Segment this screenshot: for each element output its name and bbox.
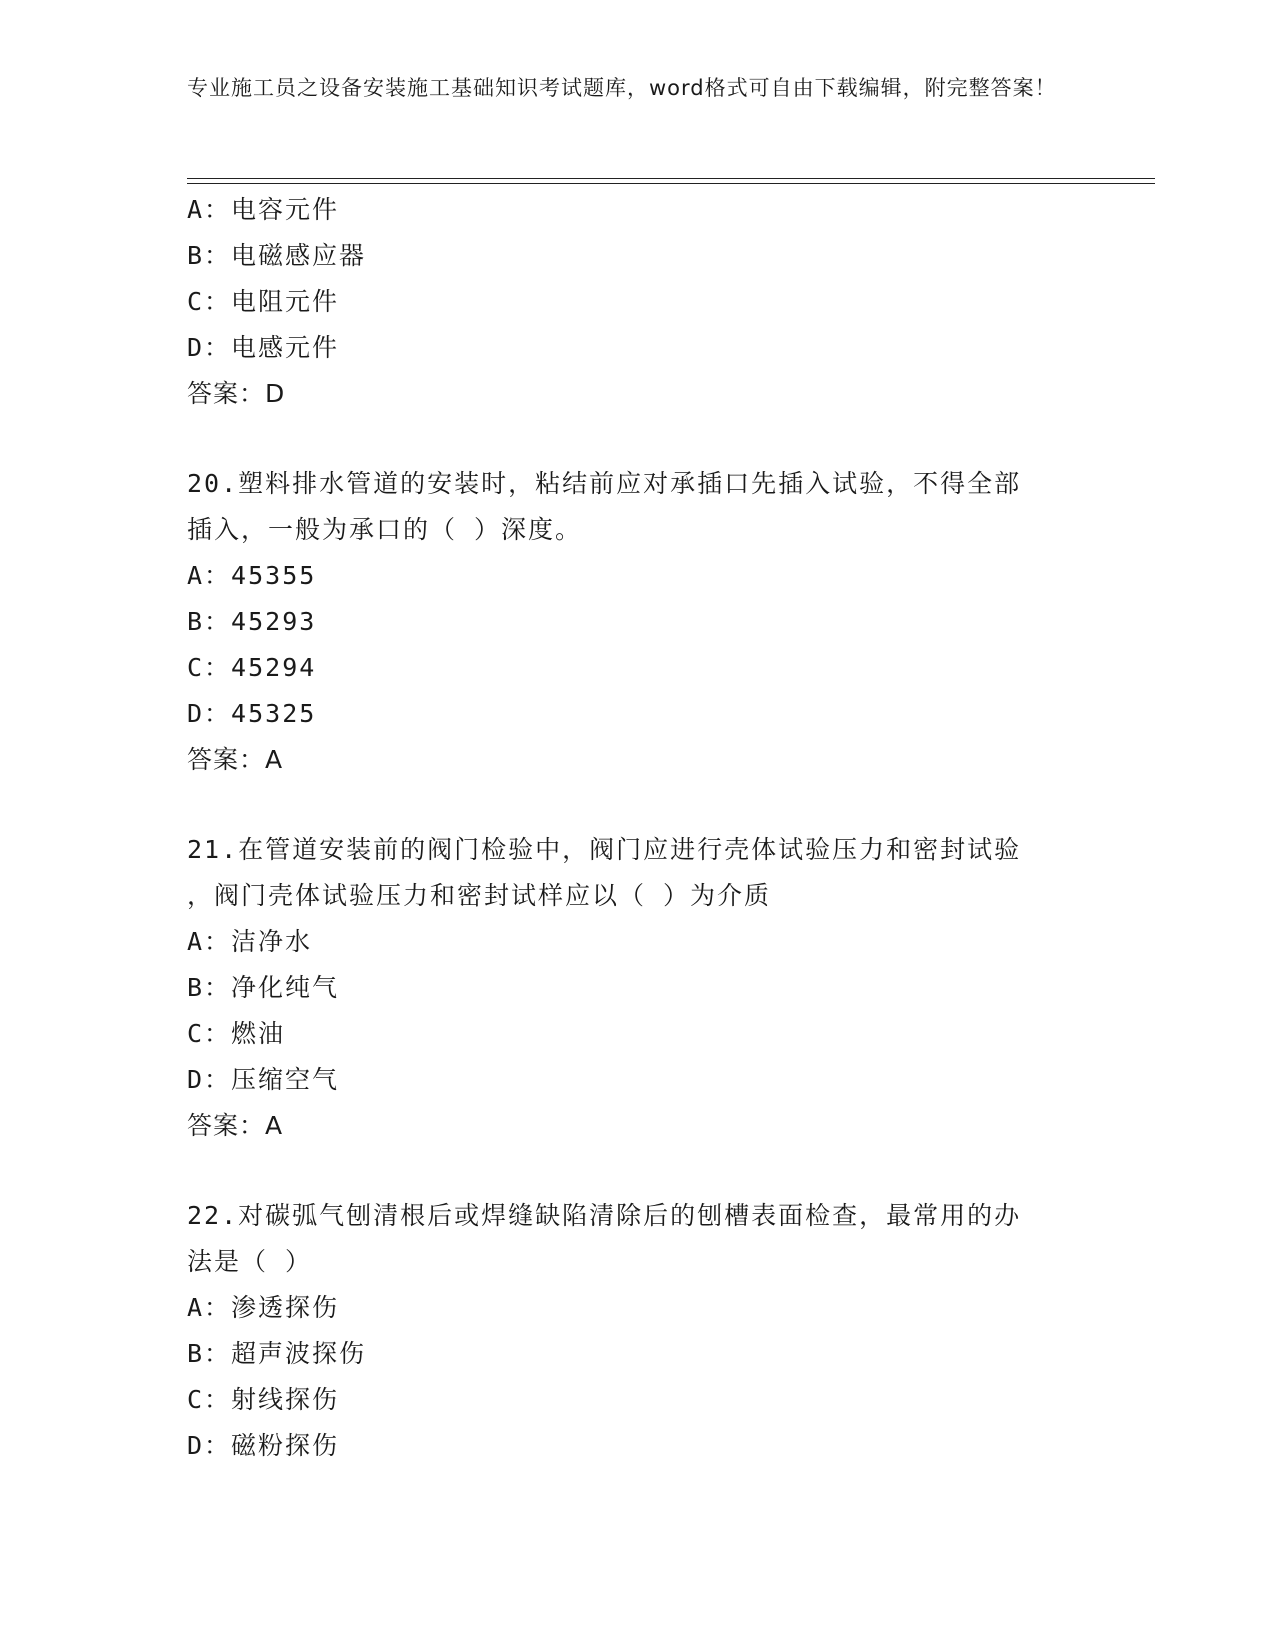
option-c: C：电阻元件 [187,287,340,316]
option-d: D：压缩空气 [187,1065,340,1094]
option-d: D：45325 [187,699,317,728]
option-a: A：电容元件 [187,195,340,224]
question-stem-line-2: ，阀门壳体试验压力和密封试样应以（ ）为介质 [187,881,772,910]
spacer [187,417,1087,461]
question-22 [187,1193,1087,1469]
question-stem-line-2: 插入，一般为承口的（ ）深度。 [187,515,583,544]
option-a: A：洁净水 [187,927,313,956]
header-rule-bottom [187,183,1155,184]
question-list [187,187,1087,1469]
option-b: B：电磁感应器 [187,241,367,270]
question-stem-line-1: 20.塑料排水管道的安装时，粘结前应对承插口先插入试验，不得全部 [187,469,1022,498]
spacer [187,783,1087,827]
answer-line: 答案：D [187,379,286,408]
option-b: B：净化纯气 [187,973,340,1002]
option-c: C：燃油 [187,1019,286,1048]
option-b: B：45293 [187,607,317,636]
option-a: A：45355 [187,561,317,590]
spacer [187,1149,1087,1193]
answer-line: 答案：A [187,745,284,774]
document-header: 专业施工员之设备安装施工基础知识考试题库，word格式可自由下载编辑，附完整答案！ [187,76,1057,100]
answer-line: 答案：A [187,1111,284,1140]
question-stem-line-1: 21.在管道安装前的阀门检验中，阀门应进行壳体试验压力和密封试验 [187,835,1022,864]
question-stem-line-1: 22.对碳弧气刨清根后或焊缝缺陷清除后的刨槽表面检查，最常用的办 [187,1201,1022,1230]
option-c: C：45294 [187,653,317,682]
option-d: D：磁粉探伤 [187,1431,340,1460]
option-a: A：渗透探伤 [187,1293,340,1322]
option-b: B：超声波探伤 [187,1339,367,1368]
header-rule-top [187,178,1155,179]
option-d: D：电感元件 [187,333,340,362]
question-stem-line-2: 法是（ ） [187,1247,313,1276]
question-21 [187,827,1087,1149]
question-19 [187,187,1087,417]
question-20 [187,461,1087,783]
option-c: C：射线探伤 [187,1385,340,1414]
